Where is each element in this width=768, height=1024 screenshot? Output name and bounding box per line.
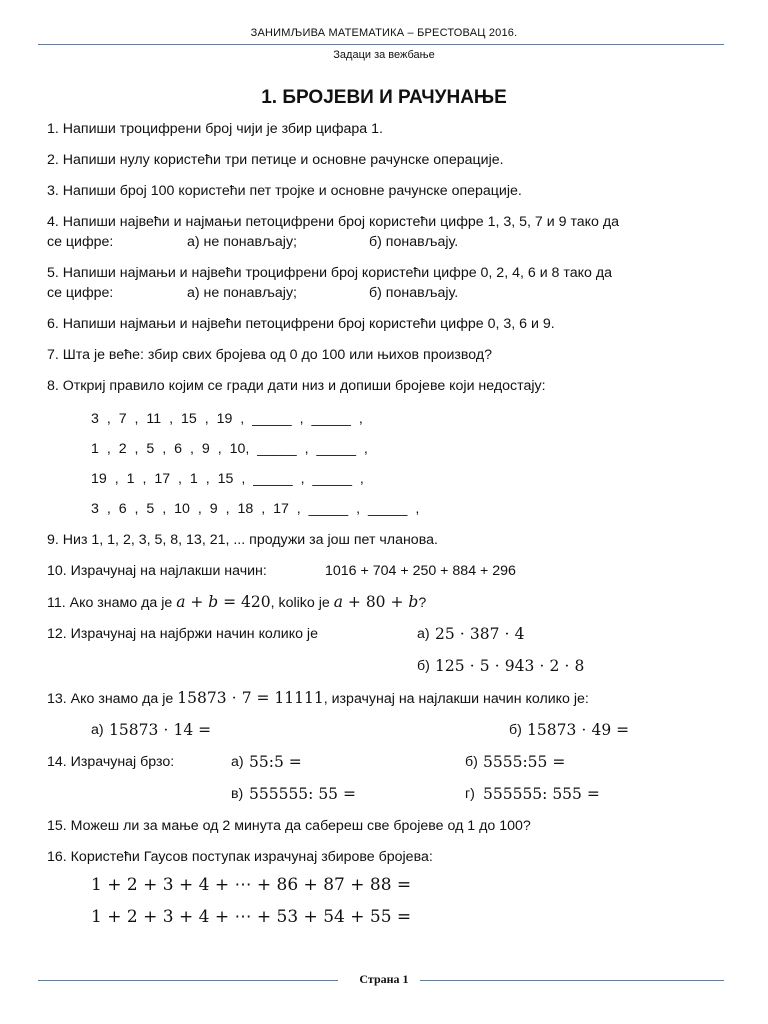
- task-13-a-expression: 15873 ⋅ 14 =: [109, 721, 212, 739]
- task-1: 1. Напиши троцифрени број чији је збир цифара 1.: [47, 121, 383, 137]
- task-13-parts: [47, 720, 727, 740]
- task-16: 16. Користећи Гаусов поступак израчунај збирове бројева:: [47, 849, 433, 865]
- task-13-end: , израчунај на најлакши начин колико је:: [323, 691, 589, 707]
- task-13: [47, 688, 727, 709]
- task-2: 2. Напиши нулу користећи три петице и основне рачунске операције.: [47, 152, 504, 168]
- task-11: [47, 592, 727, 613]
- task-14-b-expression: 5555:55 =: [483, 753, 566, 771]
- sequence-2: 1 , 2 , 5 , 6 , 9 , 10, _____ , _____ ,: [91, 441, 368, 457]
- task-7: 7. Шта је веће: збир свих бројева од 0 до 100 или њихов производ?: [47, 347, 493, 363]
- task-5-line1: 5. Напиши најмањи и највећи троцифрени број користећи цифре 0, 2, 4, 6 и 8 тако да: [47, 265, 612, 281]
- task-14-text: 14. Израчунај брзо:: [47, 754, 175, 770]
- header-title: ЗАНИМЉИВА МАТЕМАТИКА – БРЕСТОВАЦ 2016.: [250, 27, 518, 39]
- task-10-text: 10. Израчунај на најлакши начин:: [47, 563, 267, 579]
- task-13-equation: 15873 ⋅ 7 = 11111: [177, 689, 324, 707]
- task-list: [47, 119, 727, 939]
- sequence-3: 19 , 1 , 17 , 1 , 15 , _____ , _____ ,: [91, 471, 364, 487]
- header-rule: [38, 44, 724, 45]
- task-12-b: [47, 656, 727, 676]
- task-4-line1: 4. Напиши највећи и најмањи петоцифрени број користећи цифре 1, 3, 5, 7 и 9 тако да: [47, 214, 620, 230]
- header-subtitle: Задаци за вежбање: [333, 49, 435, 61]
- task-8: 8. Откриј правило којим се гради дати низ и допиши бројеве који недостају:: [47, 378, 546, 394]
- task-11-end: ?: [418, 595, 427, 611]
- task-4-prefix: се цифре:: [47, 234, 114, 250]
- task-5-prefix: се цифре:: [47, 285, 114, 301]
- task-10-expression: 1016 + 704 + 250 + 884 + 296: [325, 563, 516, 579]
- task-11-text: 11. Ако знамо да је: [47, 595, 173, 611]
- section-title: 1. БРОЈЕВИ И РАЧУНАЊЕ: [261, 87, 507, 108]
- task-12-b-expression: 125 ⋅ 5 ⋅ 943 ⋅ 2 ⋅ 8: [435, 657, 585, 675]
- footer-rule-right: [420, 980, 724, 981]
- task-11-mid: , koliko je: [270, 595, 330, 611]
- task-14-g-label: г): [465, 786, 475, 802]
- task-14: [47, 752, 727, 772]
- task-14-a-label: а): [231, 754, 244, 770]
- task-11-equation: 𝑎 + 𝑏 = 420: [176, 593, 271, 611]
- task-3: 3. Напиши број 100 користећи пет тројке и основне рачунске операције.: [47, 183, 522, 199]
- page-number: Страна 1: [359, 972, 409, 986]
- task-14-v-label: в): [231, 786, 244, 802]
- task-13-b-expression: 15873 ⋅ 49 =: [527, 721, 630, 739]
- task-4: [47, 212, 727, 252]
- task-5-option-b: б) понављају.: [369, 285, 459, 301]
- task-4-option-b: б) понављају.: [369, 234, 459, 250]
- sequence-4: 3 , 6 , 5 , 10 , 9 , 18 , 17 , _____ , _____ ,: [91, 501, 420, 517]
- task-6: 6. Напиши најмањи и највећи петоцифрени број користећи цифре 0, 3, 6 и 9.: [47, 316, 555, 332]
- task-11-expression: 𝑎 + 80 + 𝑏: [333, 593, 419, 611]
- task-5: [47, 263, 727, 303]
- task-13-a-label: а): [91, 722, 104, 738]
- task-16-sum-1: 1 + 2 + 3 + 4 + ⋯ + 86 + 87 + 88 =: [91, 875, 412, 895]
- task-12-a-expression: 25 ⋅ 387 ⋅ 4: [435, 625, 525, 643]
- task-5-option-a: а) не понављају;: [187, 285, 297, 301]
- task-12-b-label: б): [417, 658, 430, 674]
- task-9: 9. Низ 1, 1, 2, 3, 5, 8, 13, 21, ... продужи за још пет чланова.: [47, 532, 438, 548]
- task-14-b-label: б): [465, 754, 478, 770]
- sequence-1: 3 , 7 , 11 , 15 , 19 , _____ , _____ ,: [91, 411, 363, 427]
- task-12-a-label: а): [417, 626, 430, 642]
- task-13-text: 13. Ако знамо да је: [47, 691, 174, 707]
- task-12: [47, 624, 727, 644]
- task-16-expression-2: [47, 907, 727, 931]
- task-14-row2: [47, 784, 727, 804]
- task-14-g-expression: 555555: 555 =: [483, 785, 600, 803]
- task-4-option-a: а) не понављају;: [187, 234, 297, 250]
- task-14-a-expression: 55:5 =: [249, 753, 302, 771]
- task-13-b-label: б): [509, 722, 522, 738]
- task-14-v-expression: 555555: 55 =: [249, 785, 356, 803]
- task-15: 15. Можеш ли за мање од 2 минута да сабереш све бројеве од 1 до 100?: [47, 818, 531, 834]
- task-16-sum-2: 1 + 2 + 3 + 4 + ⋯ + 53 + 54 + 55 =: [91, 907, 412, 927]
- task-12-text: 12. Израчунај на најбржи начин колико је: [47, 626, 318, 642]
- task-10: [47, 561, 727, 581]
- task-16-expression-1: [47, 875, 727, 899]
